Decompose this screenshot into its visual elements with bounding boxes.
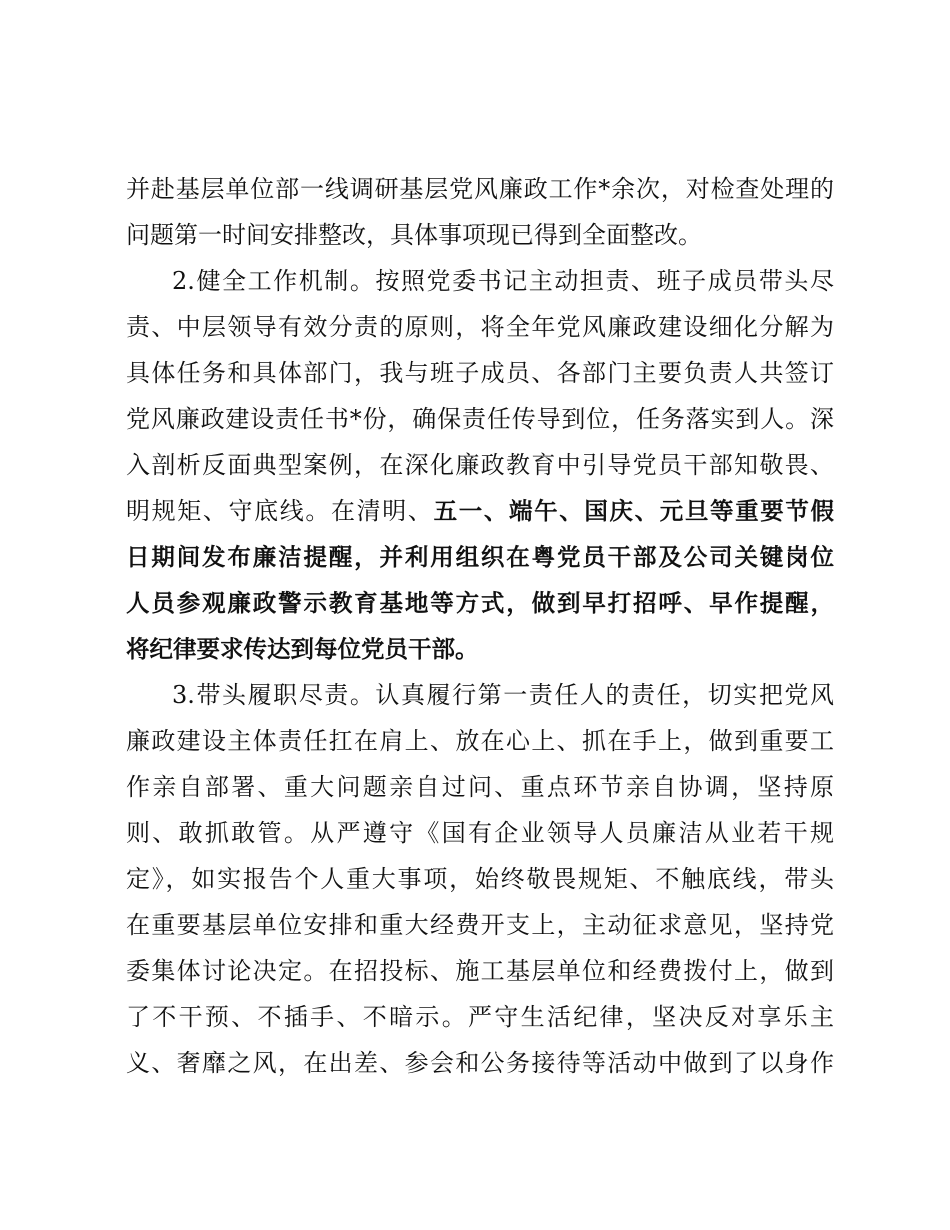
paragraph-2-line-5: 入剖析反面典型案例，在深化廉政教育中引导党员干部知敬畏、 <box>126 451 834 479</box>
paragraph-2-line-8: 人员参观廉政警示教育基地等方式，做到早打招呼、早作提醒， <box>126 589 834 617</box>
paragraph-3-line-7: 委集体讨论决定。在招投标、施工基层单位和经费拨付上，做到 <box>126 957 834 985</box>
paragraph-2-line-6 <box>126 493 834 529</box>
paragraph-3-line-2: 廉政建设主体责任扛在肩上、放在心上、抓在手上，做到重要工 <box>126 727 834 755</box>
paragraph-3-line-5: 定》，如实报告个人重大事项，始终敬畏规矩、不触底线，带头 <box>126 865 834 893</box>
paragraph-3-line-3: 作亲自部署、重大问题亲自过问、重点环节亲自协调，坚持原 <box>126 773 834 801</box>
paragraph-2-line-1: 2.健全工作机制。按照党委书记主动担责、班子成员带头尽 <box>172 267 834 295</box>
paragraph-2-line-7: 日期间发布廉洁提醒，并利用组织在粤党员干部及公司关键岗位 <box>126 543 834 571</box>
paragraph-2-line-6-bold: 五一、端午、国庆、元旦等重要节假 <box>433 497 835 525</box>
paragraph-3-line-8: 了不干预、不插手、不暗示。严守生活纪律，坚决反对享乐主 <box>126 1003 834 1031</box>
paragraph-2-line-4: 党风廉政建设责任书*份，确保责任传导到位，任务落实到人。深 <box>126 405 834 433</box>
paragraph-3-line-6: 在重要基层单位安排和重大经费开支上，主动征求意见，坚持党 <box>126 911 834 939</box>
paragraph-3-line-4: 则、敢抓敢管。从严遵守《国有企业领导人员廉洁从业若干规 <box>126 819 834 847</box>
paragraph-3-line-9: 义、奢靡之风，在出差、参会和公务接待等活动中做到了以身作 <box>126 1049 834 1077</box>
paragraph-2-line-6-regular: 明规矩、守底线。在清明、 <box>126 497 434 525</box>
paragraph-1-line-1: 并赴基层单位部一线调研基层党风廉政工作*余次，对检查处理的 <box>126 175 834 203</box>
paragraph-1-line-2: 问题第一时间安排整改，具体事项现已得到全面整改。 <box>126 221 702 249</box>
paragraph-3-line-1: 3.带头履职尽责。认真履行第一责任人的责任，切实把党风 <box>172 681 834 709</box>
paragraph-2-line-2: 责、中层领导有效分责的原则，将全年党风廉政建设细化分解为 <box>126 313 834 341</box>
paragraph-2-line-3: 具体任务和具体部门，我与班子成员、各部门主要负责人共签订 <box>126 359 834 387</box>
paragraph-2-line-9: 将纪律要求传达到每位党员干部。 <box>126 635 479 663</box>
